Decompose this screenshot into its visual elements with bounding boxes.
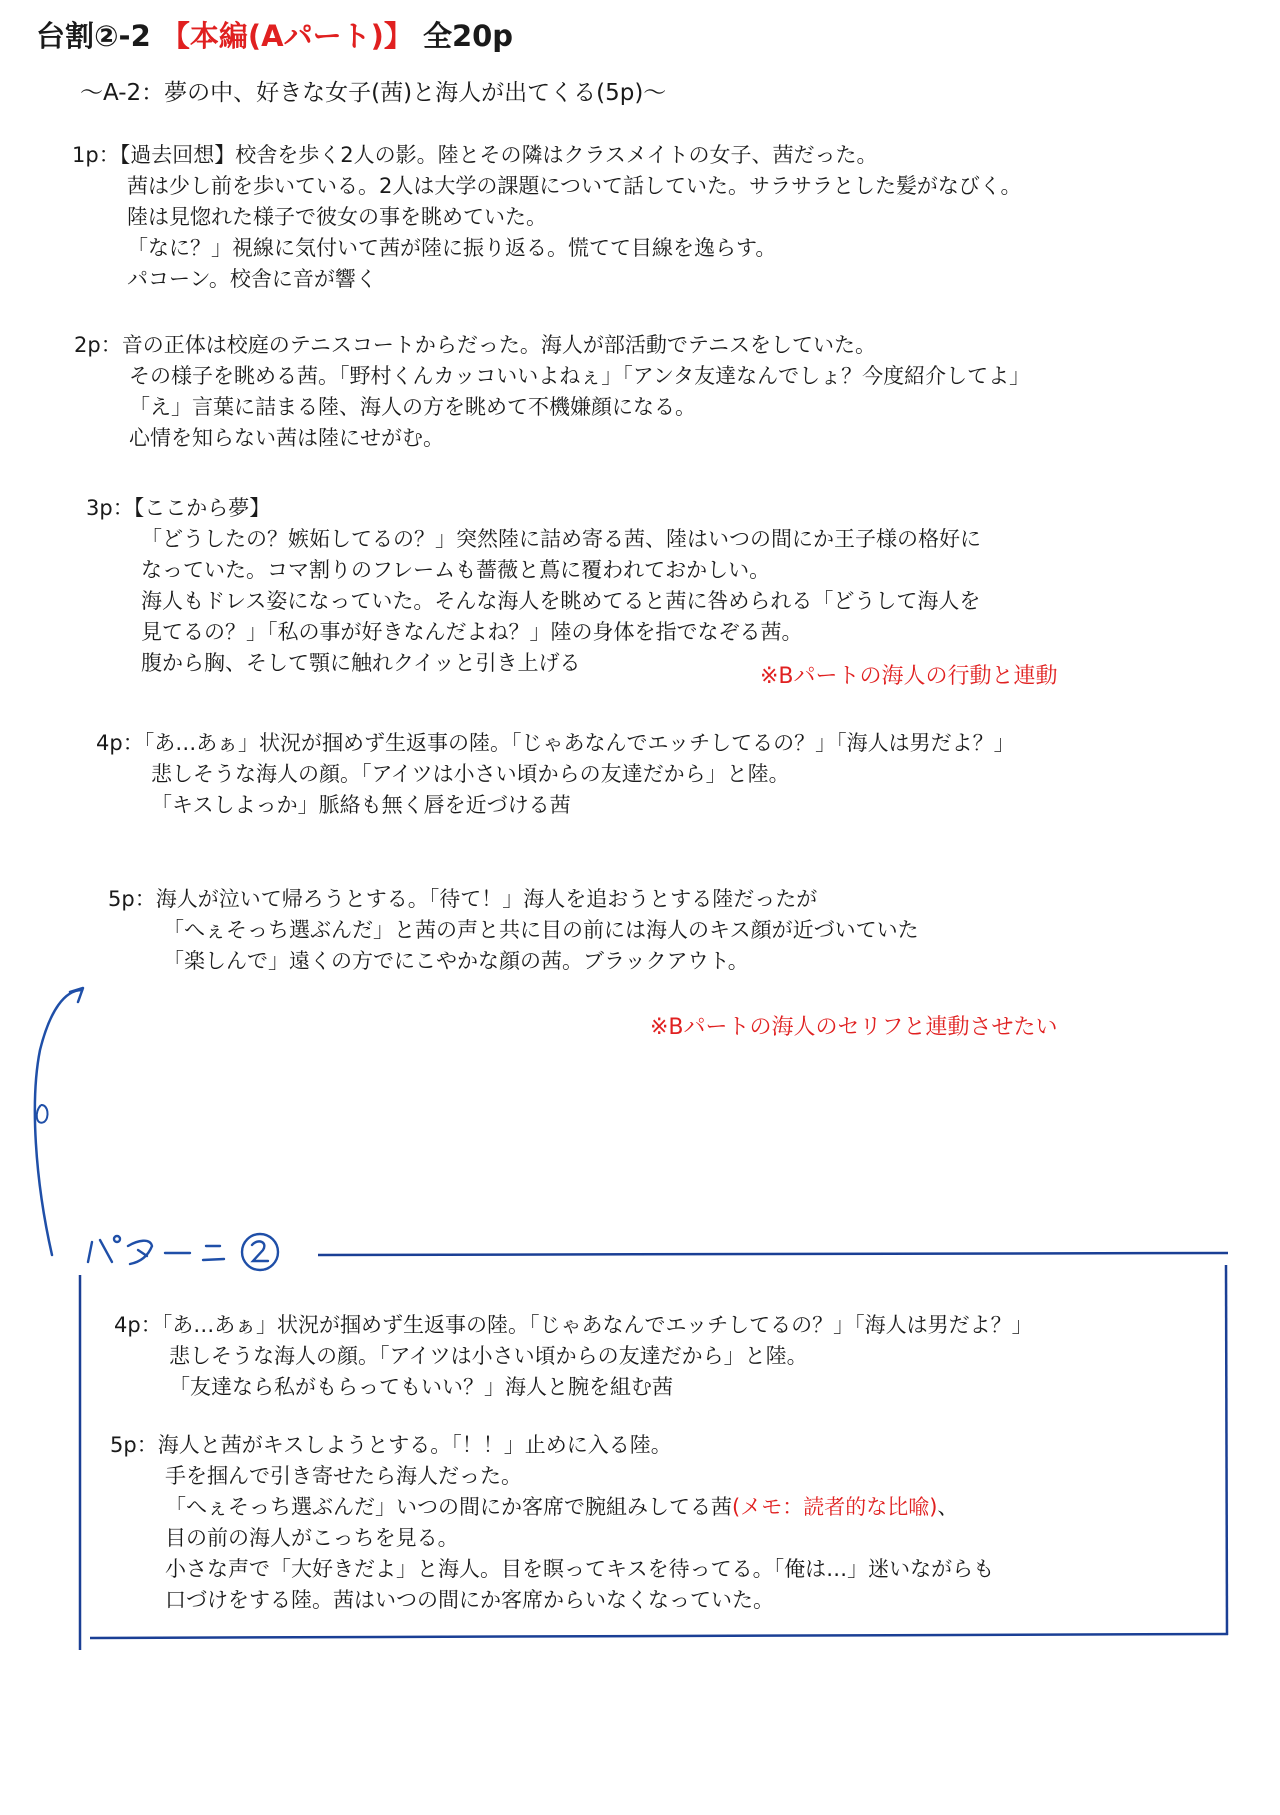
script-line: なっていた。コマ割りのフレームも薔薇と蔦に覆われておかしい。: [141, 558, 771, 582]
page-label: 2p：: [74, 333, 122, 357]
page-label: 5p：: [110, 1433, 158, 1457]
title-red-part: 【本編(Aパート)】: [160, 19, 413, 53]
script-line: パコーン。校舎に音が響く: [127, 267, 377, 291]
script-line: 腹から胸、そして顎に触れクイッと引き上げる: [141, 651, 581, 675]
section-subtitle: ～A-2：夢の中、好きな女子(茜)と海人が出てくる(5p)～: [80, 80, 667, 106]
script-line: 「楽しんで」遠くの方でにこやかな顔の茜。ブラックアウト。: [163, 949, 749, 973]
script-line: 悲しそうな海人の顔。「アイツは小さい頃からの友達だから」と陸。: [151, 762, 790, 786]
script-line: その様子を眺める茜。「野村くんカッコいいよねぇ」「アンタ友達なんでしょ？今度紹介してよ」: [129, 364, 1031, 388]
memo-note: (メモ：読者的な比喩): [732, 1495, 938, 1519]
page-label: 5p：: [108, 887, 156, 911]
script-line: 【過去回想】校舎を歩く2人の影。陸とその隣はクラスメイトの女子、茜だった。: [119, 143, 878, 167]
page-label: 3p：: [86, 496, 134, 520]
script-line: 【ここから夢】: [133, 496, 271, 520]
script-line-with-memo: [110, 1492, 994, 1523]
handwritten-pattern-2-label: [88, 1234, 278, 1270]
script-line: 海人もドレス姿になっていた。そんな海人を眺めてると茜に咎められる「どうして海人を: [141, 589, 981, 613]
pattern2-page-4-block: [114, 1310, 1033, 1403]
hand-drawn-loop: [37, 1105, 48, 1123]
script-line: 「あ…あぁ」状況が掴めず生返事の陸。「じゃあなんでエッチしてるの？」「海人は男だよ？」: [143, 731, 1015, 755]
title-prefix: 台割②-2: [36, 19, 151, 53]
script-line: 「へぇそっち選ぶんだ」と茜の声と共に目の前には海人のキス顔が近づいていた: [163, 918, 919, 942]
script-line: 目の前の海人がこっちを見る。: [165, 1526, 459, 1550]
script-line: 見てるの？」「私の事が好きなんだよね？」陸の身体を指でなぞる茜。: [141, 620, 803, 644]
script-line: 海人と茜がキスしようとする。「！！」止めに入る陸。: [157, 1433, 672, 1457]
script-line: 悲しそうな海人の顔。「アイツは小さい頃からの友達だから」と陸。: [169, 1344, 808, 1368]
frame-bottom-line: [90, 1634, 1228, 1638]
arrow-head-icon: [70, 988, 83, 1002]
script-line: 口づけをする陸。茜はいつの間にか客席からいなくなっていた。: [165, 1588, 774, 1612]
script-text: 、: [937, 1495, 959, 1519]
red-note-dialogue-link: ※Bパートの海人のセリフと連動させたい: [650, 1015, 1058, 1040]
frame-top-line: [318, 1253, 1228, 1255]
script-line: 「友達なら私がもらってもいい？」海人と腕を組む茜: [169, 1375, 673, 1399]
page-label: 4p：: [96, 731, 144, 755]
script-line: 小さな声で「大好きだよ」と海人。目を瞑ってキスを待ってる。「俺は…」迷いながらも: [165, 1557, 995, 1581]
title-suffix: 全20p: [422, 19, 514, 53]
script-line: 心情を知らない茜は陸にせがむ。: [129, 426, 444, 450]
script-line: 茜は少し前を歩いている。2人は大学の課題について話していた。サラサラとした髪がなびく。: [127, 174, 1022, 198]
script-text: 「へぇそっち選ぶんだ」いつの間にか客席で腕組みしてる茜: [165, 1495, 732, 1519]
red-note-action-link: ※Bパートの海人の行動と連動: [760, 664, 1058, 689]
script-line: 「あ…あぁ」状況が掴めず生返事の陸。「じゃあなんでエッチしてるの？」「海人は男だよ？」: [161, 1313, 1033, 1337]
script-line: 陸は見惚れた様子で彼女の事を眺めていた。: [127, 205, 547, 229]
script-line: 「キスしよっか」脈絡も無く唇を近づける茜: [151, 793, 571, 817]
page-label: 1p：: [72, 143, 120, 167]
script-line: 「どうしたの？嫉妬してるの？」突然陸に詰め寄る茜、陸はいつの間にか王子様の格好に: [141, 527, 981, 551]
pattern2-page-5-block: [110, 1430, 994, 1616]
page-label: 4p：: [114, 1313, 162, 1337]
frame-right-line: [1226, 1265, 1227, 1635]
script-line: 海人が泣いて帰ろうとする。「待て！」海人を追おうとする陸だったが: [155, 887, 818, 911]
script-line: 手を掴んで引き寄せたら海人だった。: [165, 1464, 522, 1488]
script-line: 「え」言葉に詰まる陸、海人の方を眺めて不機嫌顔になる。: [129, 395, 696, 419]
script-line: 音の正体は校庭のテニスコートからだった。海人が部活動でテニスをしていた。: [121, 333, 877, 357]
script-line: 「なに？」視線に気付いて茜が陸に振り返る。慌てて目線を逸らす。: [127, 236, 777, 260]
